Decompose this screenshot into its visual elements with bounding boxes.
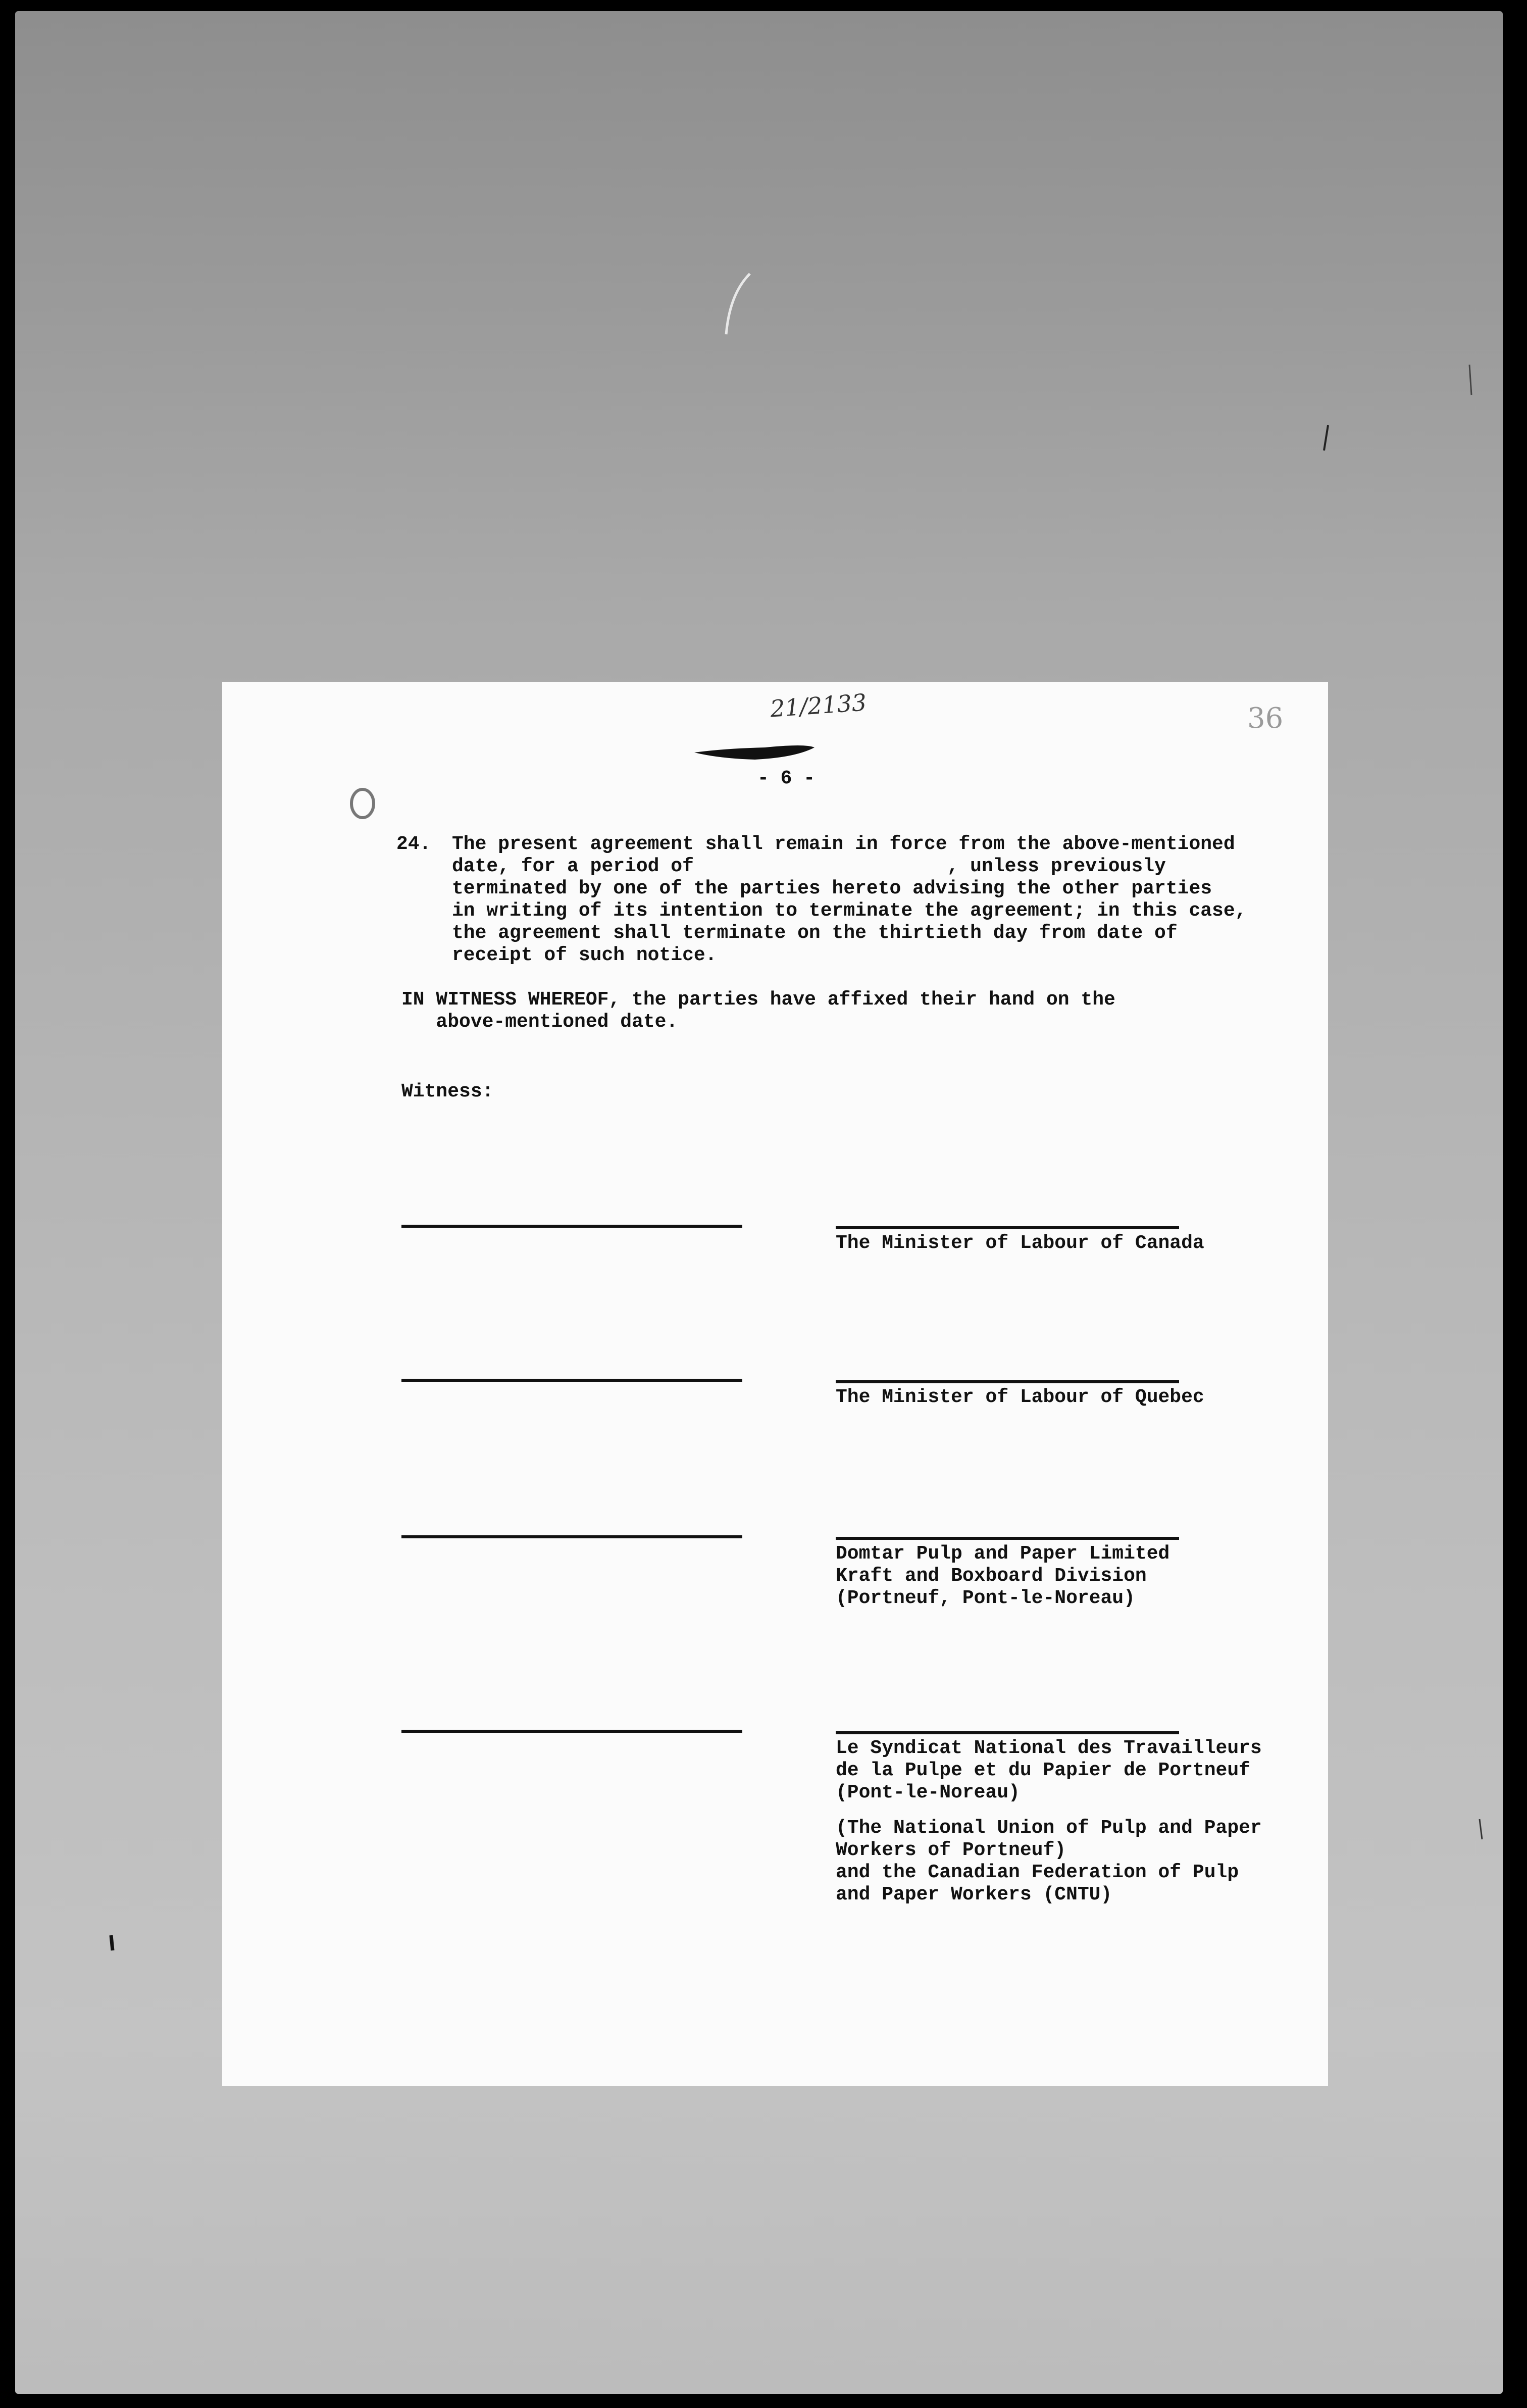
signatory-name: Domtar Pulp and Paper Limited [836, 1543, 1170, 1565]
witness-statement-line: above-mentioned date. [401, 1011, 678, 1033]
clause-line: terminated by one of the parties hereto advising the other parties [452, 878, 1212, 899]
clause-line: receipt of such notice. [452, 944, 717, 966]
party-signature-line [836, 1226, 1179, 1229]
party-signature-line [836, 1380, 1179, 1383]
clause-line: in writing of its intention to terminate the agreement; in this case, [452, 900, 1247, 922]
signatory-name: de la Pulpe et du Papier de Portneuf [836, 1760, 1250, 1781]
witness-signature-line [401, 1225, 742, 1228]
clause-line: the agreement shall terminate on the thirtieth day from date of [452, 922, 1178, 944]
union-line: and Paper Workers (CNTU) [836, 1884, 1112, 1905]
signatory-name: (Pont-le-Noreau) [836, 1782, 1020, 1803]
ink-smudge [694, 737, 816, 768]
witness-signature-line [401, 1379, 742, 1382]
union-line: Workers of Portneuf) [836, 1839, 1066, 1861]
witness-signature-line [401, 1730, 742, 1733]
signatory-name: Kraft and Boxboard Division [836, 1565, 1147, 1587]
punch-hole-mark [347, 786, 378, 821]
clause-line: date, for a period of , unless previously [452, 856, 1166, 877]
archive-number: 36 [1247, 702, 1284, 735]
signatory-name: (Portneuf, Pont-le-Noreau) [836, 1587, 1135, 1609]
signatory-name: The Minister of Labour of Canada [836, 1232, 1204, 1254]
witness-signature-line [401, 1535, 742, 1538]
party-signature-line [836, 1537, 1179, 1540]
union-line: and the Canadian Federation of Pulp [836, 1862, 1239, 1883]
signatory-name: The Minister of Labour of Quebec [836, 1386, 1204, 1408]
signatory-name: Le Syndicat National des Travailleurs [836, 1737, 1262, 1759]
page-number: - 6 - [757, 768, 816, 789]
witness-label: Witness: [401, 1081, 494, 1102]
clause-line: The present agreement shall remain in force from the above-mentioned [452, 833, 1235, 855]
clause-number: 24. [396, 833, 431, 855]
party-signature-line [836, 1731, 1179, 1734]
handwritten-reference: 21/2133 [769, 688, 868, 723]
witness-statement-line: IN WITNESS WHEREOF, the parties have affixed their hand on the [401, 989, 1115, 1011]
union-line: (The National Union of Pulp and Paper [836, 1817, 1262, 1839]
document-page [222, 682, 1328, 2086]
